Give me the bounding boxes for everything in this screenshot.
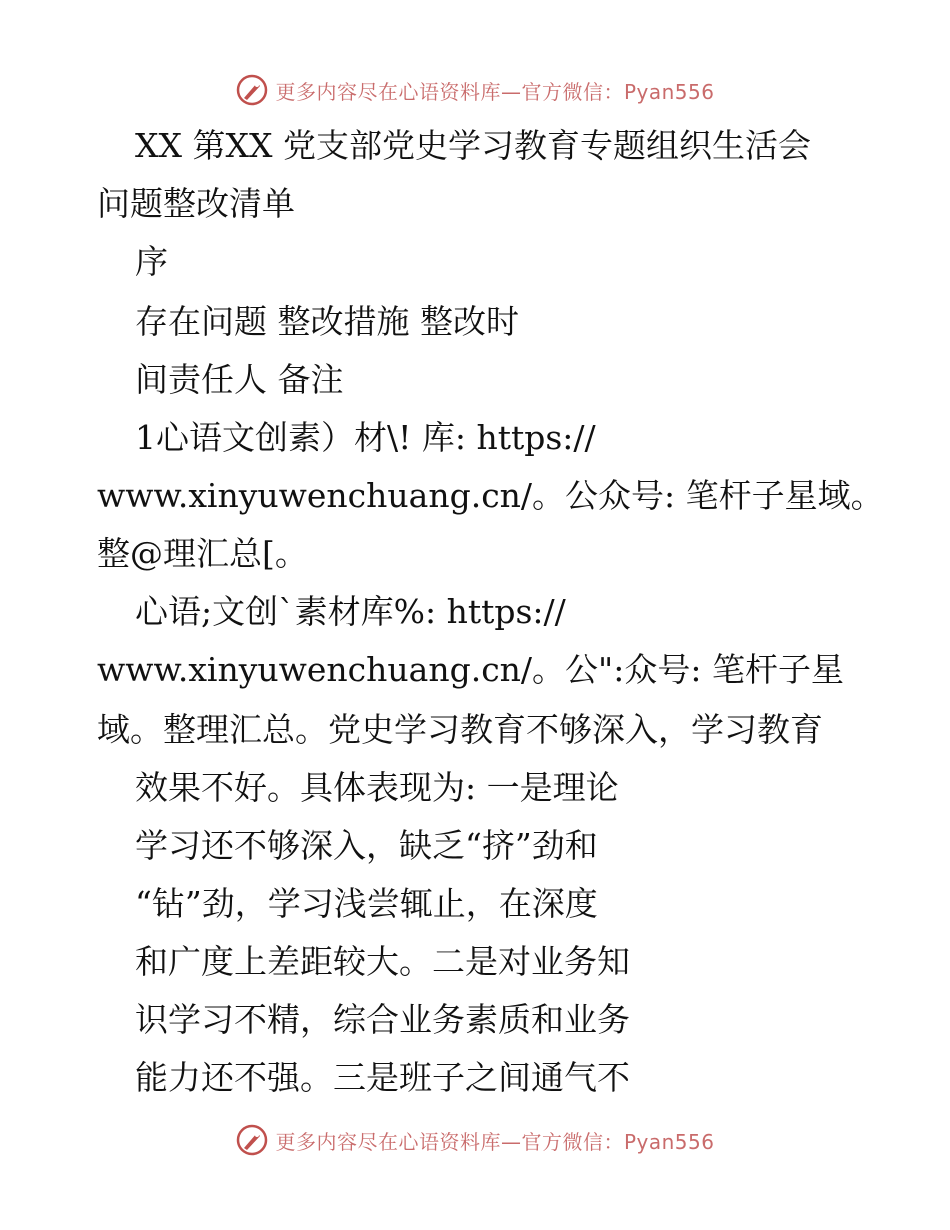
watermark-text: 更多内容尽在心语资料库—官方微信：Pyan556 <box>275 79 715 104</box>
text-line: 识学习不精，综合业务素质和业务 <box>135 1000 630 1039</box>
pen-logo-icon <box>235 1123 269 1157</box>
text-line: 能力还不强。三是班子之间通气不 <box>135 1058 630 1097</box>
pen-logo-icon <box>235 73 269 107</box>
text-line: www.xinyuwenchuang.cn/。公众号: 笔杆子星域。 <box>97 476 884 515</box>
title-line-1: XX 第XX 党支部党史学习教育专题组织生活会 <box>135 126 811 165</box>
watermark-banner-bottom <box>0 1120 950 1160</box>
watermark-text: 更多内容尽在心语资料库—官方微信：Pyan556 <box>275 1129 715 1154</box>
text-line: 存在问题 整改措施 整改时 <box>135 302 519 341</box>
text-line: 整@理汇总[。 <box>97 534 308 573</box>
text-line: 学习还不够深入，缺乏“挤”劲和 <box>135 826 598 865</box>
text-line: 效果不好。具体表现为: 一是理论 <box>135 768 619 807</box>
text-line: 域。整理汇总。党史学习教育不够深入，学习教育 <box>97 710 823 749</box>
text-line: 间责任人 备注 <box>135 360 344 399</box>
title-line-2: 问题整改清单 <box>97 184 295 223</box>
text-line: 1心语文创素）材\! 库: https:// <box>135 418 596 457</box>
watermark-banner-top <box>0 70 950 110</box>
text-line: 和广度上差距较大。二是对业务知 <box>135 942 630 981</box>
text-line: 心语;文创`素材库%: https:// <box>135 592 566 631</box>
text-line: www.xinyuwenchuang.cn/。公":众号: 笔杆子星 <box>97 650 844 689</box>
text-line: “钻”劲，学习浅尝辄止，在深度 <box>135 884 598 923</box>
text-line: 序 <box>135 242 168 281</box>
